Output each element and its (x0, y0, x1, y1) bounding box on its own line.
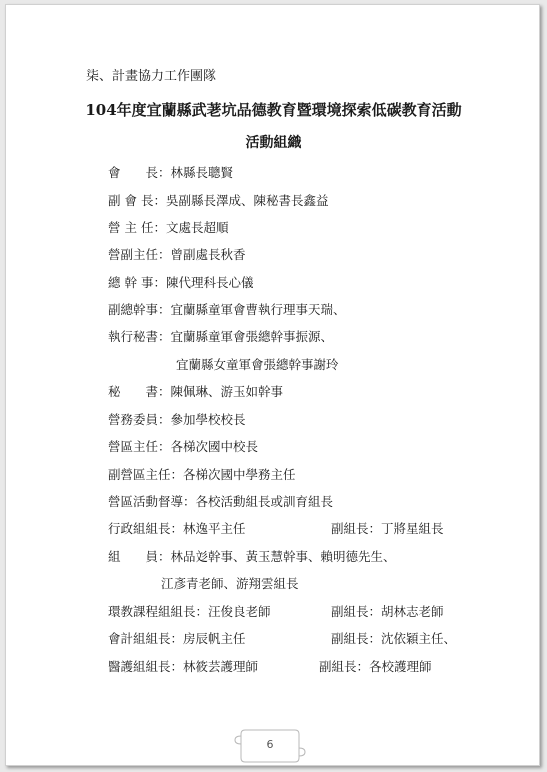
org-line-medical-deputy: 副組長：各校護理師 (319, 659, 432, 674)
org-line-curriculum-deputy: 副組長：胡林志老師 (331, 604, 444, 619)
org-line-accounting-leader: 會計組組長：房辰帆主任 (108, 631, 246, 646)
org-line-admin-deputy: 副組長：丁將星組長 (331, 521, 444, 536)
org-line-camp-committee: 營務委員：參加學校校長 (108, 412, 246, 427)
org-line-deputy-area-director: 副營區主任：各梯次國中學務主任 (108, 467, 296, 482)
org-line-area-director: 營區主任：各梯次國中校長 (108, 439, 259, 454)
org-line-executive-secretary: 執行秘書：宜蘭縣童軍會張總幹事振源、 (108, 329, 334, 344)
org-line-deputy-director: 營副主任：曾副處長秋香 (108, 247, 246, 262)
org-line-activity-supervisor: 營區活動督導：各校活動組長或訓育組長 (108, 494, 334, 509)
org-line-president: 會 長：林縣長聰賢 (108, 165, 234, 180)
org-line-vice-president: 副 會 長：吳副縣長澤成、陳秘書長鑫益 (108, 193, 329, 208)
org-line-camp-director: 營 主 任：文處長超順 (108, 220, 229, 235)
page-number: 6 (266, 738, 274, 751)
document-title: 104年度宜蘭縣武荖坑品德教育暨環境探索低碳教育活動 (85, 101, 462, 119)
org-line-executive-secretary-cont: 宜蘭縣女童軍會張總幹事謝玲 (176, 357, 339, 372)
org-line-accounting-deputy: 副組長：沈依穎主任、 (331, 631, 457, 646)
org-line-members-cont: 江彥青老師、游翔雲組長 (161, 576, 299, 591)
org-line-members: 組 員：林品彣幹事、黃玉慧幹事、賴明德先生、 (108, 549, 396, 564)
org-line-general-secretary: 總 幹 事：陳代理科長心儀 (108, 275, 254, 290)
org-line-secretary: 秘 書：陳佩琳、游玉如幹事 (108, 384, 284, 399)
document-subtitle: 活動組織 (245, 135, 302, 151)
org-line-medical-leader: 醫護組組長：林筱芸護理師 (108, 659, 259, 674)
org-line-curriculum-leader: 環教課程組組長：汪俊良老師 (108, 604, 271, 619)
document-page (5, 4, 540, 766)
org-line-admin-leader: 行政組組長：林逸平主任 (108, 521, 246, 536)
section-heading: 柒、計畫協力工作團隊 (86, 69, 217, 84)
org-line-deputy-general-secretary: 副總幹事：宜蘭縣童軍會曹執行理事天瑞、 (108, 302, 346, 317)
